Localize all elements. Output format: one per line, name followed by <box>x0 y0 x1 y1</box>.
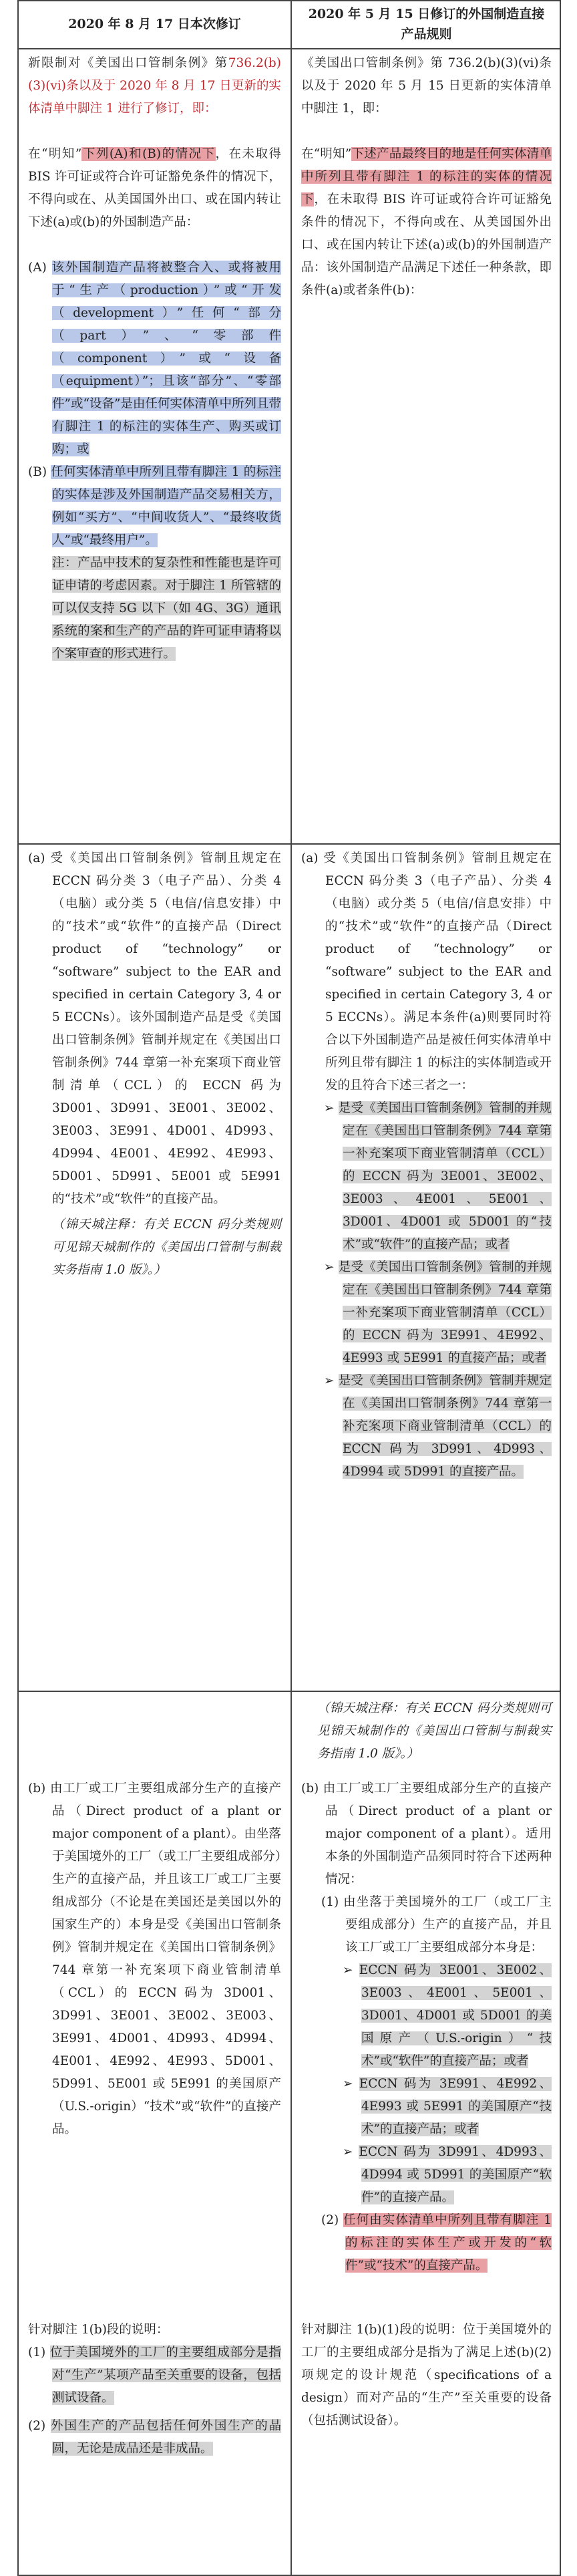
row3-left-label: (b) <box>28 1781 46 1796</box>
row3-right-s2-label: (2) <box>321 2213 339 2227</box>
chevron-right-icon: ➢ <box>343 2145 359 2159</box>
row4-right-text: 针对脚注 1(b)(1)段的说明：位于美国境外的工厂的主要组成部分是指为了满足上述(b)(2)项规定的设计规范（specifications of a design）而对产品的“生产”至关重要的设备（包括测试设备）。 <box>301 2323 552 2428</box>
row2-right-bullet-2: 是受《美国出口管制条例》管制的并规定在《美国出口管制条例》744 章第一补充案项下商业管制清单（CCL）的 ECCN 码为 3E991、4E992、4E993 或 5E991 的直接产品；或者 <box>338 1260 552 1365</box>
row4-left-i2-label: (2) <box>28 2419 46 2433</box>
row1-left-b-note: 注：产品中技术的复杂性和性能也是许可证申请的考虑因素。对于脚注 1 所管辖的可以仅支持 5G 以下（如 4G、3G）通讯系统的案和生产的产品的许可证申请将以个案审查的形式进行。 <box>52 556 281 661</box>
row3-right-s2-text: 任何由实体清单中所列且带有脚注 1 的标注的实体生产或开发的“软件”或“技术”的直接产品。 <box>343 2213 552 2273</box>
row4-left-i2-text: 外国生产的产品包括任何外国生产的晶圆，无论是成品还是非成品。 <box>51 2419 281 2456</box>
row3-right-s1-text: 由坐落于美国境外的工厂（或工厂主要组成部分）生产的直接产品，并且该工厂或工厂主要组成部分本身是： <box>343 1895 552 1955</box>
row2-left-note: （锦天城注释：有关 ECCN 码分类规则可见锦天城制作的《美国出口管制与制裁实务指南 1.0 版》。） <box>52 1218 281 1277</box>
row1-left-a-text: 该外国制造产品将被整合入、或将被用于“生产（production）”或“开发（development）”任何“部分（part）”、“零部件（component）”或“设备（equipment）”；且该“部分”、“零部件”或“设备”是由任何实体清单中所列且带有脚注 1 的标注的实体生产、购买或订购；或 <box>51 261 281 456</box>
row2-left-cell <box>19 847 291 1689</box>
row2-right-cell <box>292 847 561 1689</box>
row3-right-text: 由工厂或工厂主要组成部分生产的直接产品（Direct product of a plant or major component of a plant）。适用本条的外国制造产品须同时符合下述两种情况： <box>323 1781 552 1886</box>
row1-right-p2-b: ，在未取得 BIS 许可证或符合许可证豁免条件的情况下，不得向或在、从美国国外出口、或在国内转让下述(a)或(b)的外国制造产品：该外国制造产品满足下述任一种条款，即条件(a)或者条件(b)： <box>301 192 552 297</box>
row1-left-a-label: (A) <box>28 261 47 275</box>
row3-right-note-cell <box>292 1697 561 1771</box>
row3-right-bullet-2: ECCN 码为 3E991、4E992、4E993 或 5E991 的美国原产“技术”的直接产品；或者 <box>359 2077 552 2136</box>
chevron-right-icon: ➢ <box>324 1101 339 1115</box>
row3-left-cell <box>19 1777 291 2312</box>
row4-left-i1-text: 位于美国境外的工厂的主要组成部分是指对“生产”某项产品至关重要的设备，包括测试设备。 <box>49 2345 281 2405</box>
row-divider <box>19 843 560 845</box>
row4-right-cell <box>292 2319 561 2573</box>
row3-right-bullet-1: ECCN 码为 3E001、3E002、3E003、4E001、5E001、3D001、4D001 或 5D001 的美国原产（U.S.-origin）“技术”或“软件”的直接产品；或者 <box>359 1963 552 2068</box>
row3-right-note: （锦天城注释：有关 ECCN 码分类规则可见锦天城制作的《美国出口管制与制裁实务指南 1.0 版》。） <box>317 1701 552 1761</box>
row1-right-cell <box>292 52 561 834</box>
chevron-right-icon: ➢ <box>343 1963 359 1977</box>
chevron-right-icon: ➢ <box>324 1260 339 1274</box>
row1-left-p2-b: ，在未取得 BIS 许可证或符合许可证豁免条件的情况下，不得向或在、从美国国外出口、或在国内转让下述(a)或(b)的外国制造产品： <box>28 147 281 229</box>
row2-right-bullet-1: 是受《美国出口管制条例》管制的并规定在《美国出口管制条例》744 章第一补充案项下商业管制清单（CCL）的 ECCN 码为 3E001、3E002、3E003、4E001、5E001、3D001、4D001 或 5D001 的“技术”或“软件”的直接产品；或者 <box>338 1101 552 1252</box>
row1-left-intro-b: 条以及于 2020 年 8 月 17 日更新的实体清单中脚注 1 进行了修订，即： <box>28 79 281 116</box>
row4-left-heading: 针对脚注 1(b)段的说明： <box>28 2323 169 2337</box>
row2-right-bullet-3: 是受《美国出口管制条例》管制并规定在《美国出口管制条例》744 章第一补充案项下商业管制清单（CCL）的 ECCN 码为 3D991、4D993、4D994 或 5D991 的直接产品。 <box>338 1374 552 1479</box>
row1-left-p2-a: 在“明知” <box>28 147 82 161</box>
row2-right-text: 受《美国出口管制条例》管制且规定在 ECCN 码分类 3（电子产品）、分类 4（电脑）或分类 5（电信/信息安排）中的“技术”或“软件”的直接产品（Direct product of “technology” or “software” subject to the EAR and specified in certain Category 3, 4 or 5 ECCNs）。满足本条件(a)则要同时符合以下外国制造产品是被任何实体清单中所列且带有脚注 1 的标注的实体制造或开发的且符合下述三者之一： <box>323 851 552 1093</box>
row3-right-bullet-3: ECCN 码为 3D991、4D993、4D994 或 5D991 的美国原产“软件”的直接产品。 <box>359 2145 552 2204</box>
row2-right-label: (a) <box>301 851 319 865</box>
row4-left-cell <box>19 2319 291 2573</box>
row1-right-p2-highlight: 下述产品最终目的地是任何实体清单中所列且带有脚注 1 的标注的实体的情况下 <box>301 147 552 206</box>
row3-right-s1-label: (1) <box>321 1895 339 1909</box>
chevron-right-icon: ➢ <box>343 2077 359 2091</box>
row1-left-intro-ref: 736.2(b)(3)(vi) <box>28 56 281 93</box>
row1-left-b-text: 任何实体清单中所列且带有脚注 1 的标注的实体是涉及外国制造产品交易相关方，例如“买方”、“中间收货人”、“最终收货人”或“最终用户”。 <box>51 465 281 547</box>
row4-left-i1-label: (1) <box>28 2345 46 2359</box>
row1-left-intro-a: 新限制对《美国出口管制条例》第 <box>28 56 228 70</box>
row1-right-p2-a: 在“明知” <box>301 147 352 161</box>
row1-right-intro: 《美国出口管制条例》第 736.2(b)(3)(vi)条以及于 2020 年 5 月 15 日更新的实体清单中脚注 1，即： <box>301 56 552 116</box>
comparison-table <box>17 0 561 2576</box>
row-divider <box>19 1691 560 1692</box>
row1-left-b-label: (B) <box>28 465 47 479</box>
row1-left-p2-highlight: 下列(A)和(B)的情况下 <box>81 147 216 161</box>
chevron-right-icon: ➢ <box>324 1374 339 1388</box>
header-left: 2020 年 8 月 17 日本次修订 <box>68 17 241 31</box>
row-divider <box>19 48 560 49</box>
row3-left-text: 由工厂或工厂主要组成部分生产的直接产品（Direct product of a plant or major component of a plant）。由坐落于美国境外的工厂（或工厂主要组成部分）生产的直接产品，并且该工厂或工厂主要组成部分（不论是在美国还是美国以外的国家生产的）本身是受《美国出口管制条例》管制并规定在《美国出口管制条例》744 章第一补充案项下商业管制清单（CCL）的 ECCN 码为 3D001、3D991、3E001、3E002、3E003、3E991、4D001、4D993、4D994、4E001、4E992、4E993、5D001、5D991、5E001 或 5E991 的美国原产（U.S.-origin）“技术”或“软件”的直接产品。 <box>49 1781 281 2136</box>
row3-right-cell <box>292 1777 561 2312</box>
row1-left-cell <box>19 52 291 834</box>
header-right: 2020 年 5 月 15 日修订的外国制造直接产品规则 <box>308 7 545 41</box>
row2-left-text: 受《美国出口管制条例》管制且规定在 ECCN 码分类 3（电子产品）、分类 4（电脑）或分类 5（电信/信息安排）中的“技术”或“软件”的直接产品（Direct product of “technology” or “software” subject to the EAR and specified in certain Category 3, 4 or 5 ECCNs）。该外国制造产品是受《美国出口管制条例》管制并规定在《美国出口管制条例》744 章第一补充案项下商业管制清单（CCL）的 ECCN 码为 3D001、3D991、3E001、3E002、3E003、3E991、4D001、4D993、4D994、4E001、4E992、4E993、5D001、5D991、5E001 或 5E991 的“技术”或“软件”的直接产品。 <box>50 851 281 1206</box>
row3-right-label: (b) <box>301 1781 319 1796</box>
row2-left-label: (a) <box>28 851 45 865</box>
